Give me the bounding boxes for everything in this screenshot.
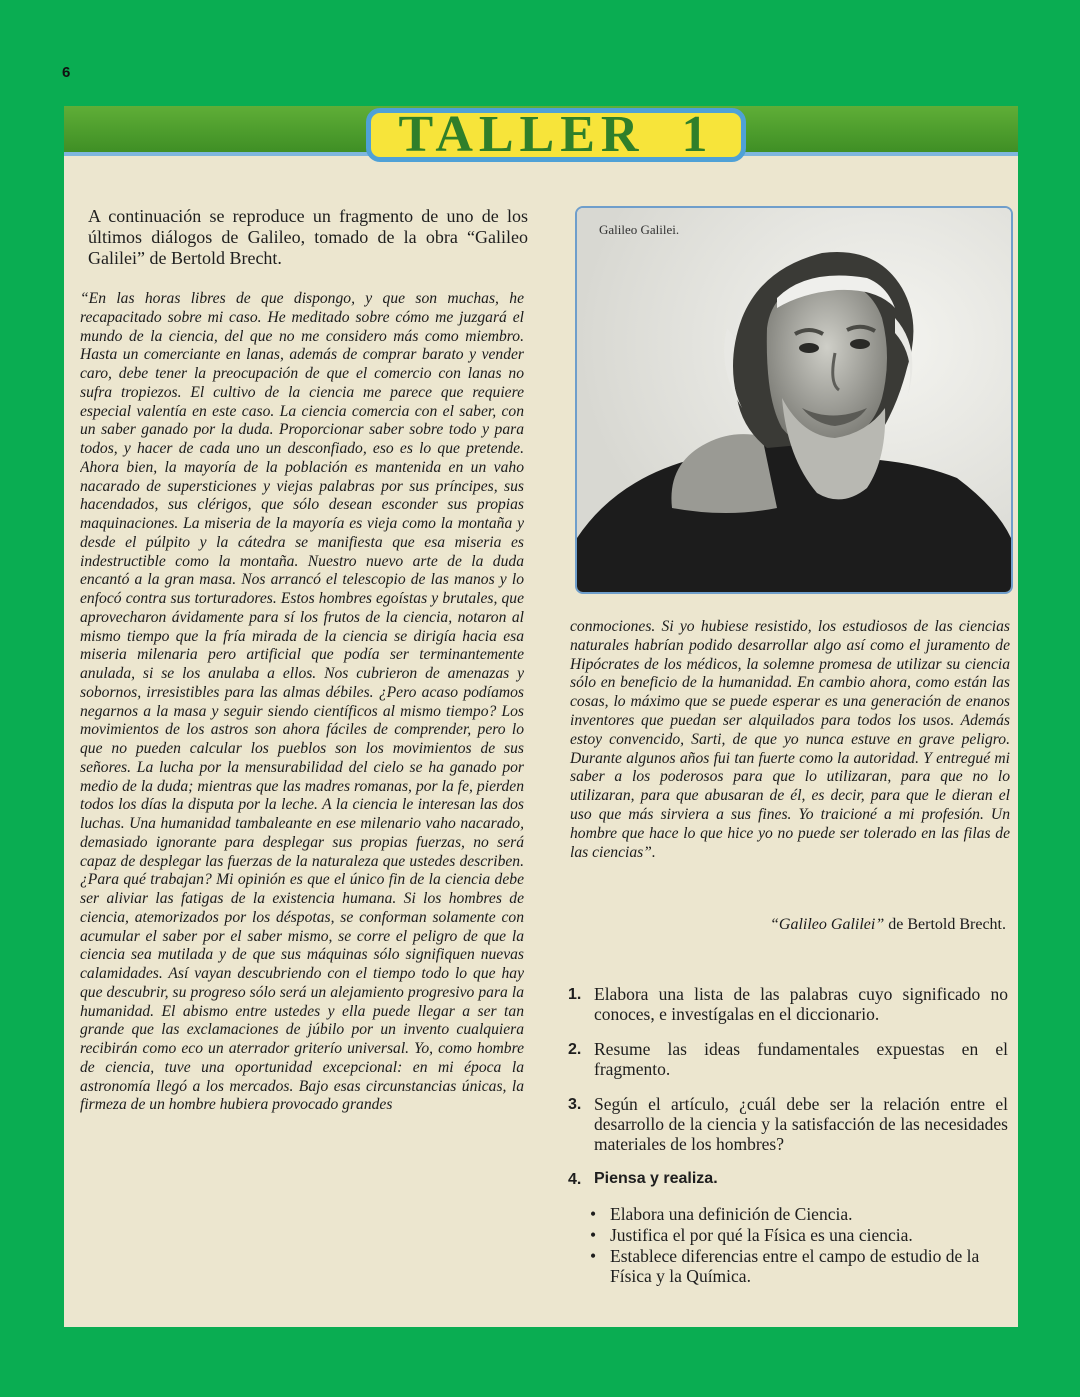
- intro-paragraph: A continuación se reproduce un fragmento de uno de los últimos diálogos de Galileo, tomado de la obra “Galileo Galilei” de Bertold Brecht.: [88, 206, 528, 268]
- question-item: [568, 1039, 1008, 1079]
- question-text: Elabora una lista de las palabras cuyo significado no conoces, e investígalas en el diccionario.: [594, 984, 1008, 1024]
- question-number: 2.: [568, 1041, 582, 1058]
- task-bullet: • Justifica el por qué la Física es una ciencia.: [590, 1225, 1008, 1245]
- question-text: Según el artículo, ¿cuál debe ser la relación entre el desarrollo de la ciencia y la satisfacción de las necesidades materiales de los hombres?: [594, 1094, 1008, 1154]
- worksheet-page: [64, 106, 1018, 1327]
- question-text: Resume las ideas fundamentales expuestas en el fragmento.: [594, 1039, 1008, 1079]
- title-badge: [366, 108, 746, 162]
- questions-list: [568, 984, 1008, 1301]
- question-number: 3.: [568, 1096, 582, 1113]
- page-title: TALLER 1: [398, 106, 714, 163]
- question-text: Piensa y realiza.: [594, 1170, 718, 1187]
- portrait-caption: Galileo Galilei.: [599, 222, 680, 237]
- task-bullet: • Elabora una definición de Ciencia.: [590, 1204, 1008, 1224]
- page-number: 6: [62, 64, 71, 81]
- question-item: [568, 1169, 1008, 1286]
- quote-text-left: “En las horas libres de que dispongo, y que son muchas, he recapacitado sobre mi caso. He meditado sobre cómo me juzgará el mundo de la ciencia, del que no me considero más como miembro. Hasta un comerciante en lanas, además de comprar barato y vender caro, debe tener la preocupación de que el comercio con lanas no sufra tropiezos. El cultivo de la ciencia me parece que requiere especial valentía en este caso. La ciencia comercia con el saber, con un saber ganado por la duda. Proporcionar saber sobre todo y para todos, y hacer de cada uno un desconfiado, eso es lo que pretende. Ahora bien, la mayoría de la población es mantenida en un vaho nacarado de supersticiones y viejas palabras por sus príncipes, sus hacendados, sus clérigos, que sólo desean esconder sus propias maquinaciones. La miseria de la mayoría es vieja como la montaña y desde el púlpito y la cátedra se manifiesta que esa miseria es indestructible como la montaña. Nuestro nuevo arte de la duda encantó a la gran masa. Nos arrancó el telescopio de las manos y lo enfocó contra sus torturadores. Estos hombres egoístas y brutales, que aprovecharon ávidamente para sí los frutos de la ciencia, notaron al mismo tiempo que la fría mirada de la ciencia se dirigía hacia esa miseria milenaria pero artificial que podía ser terminantemente anulada, si se los anulaba a ellos. Nos cubrieron de amenazas y sobornos, irresistibles para las almas débiles. ¿Pero acaso podíamos negarnos a la masa y seguir siendo científicos al mismo tiempo? Los movimientos de los astros son ahora fáciles de comprender, pero lo que no pueden calcular los pueblos son los movimientos de sus señores. La lucha por la mensurabilidad del cielo se ha ganado por medio de la duda; mientras que las madres romanas, por la fe, pierden todos los días la disputa por la leche. A la ciencia le interesan las dos luchas. Una humanidad tambaleante en ese milenario vaho nacarado, demasiado ignorante para desplegar sus propias fuerzas, no será capaz de desplegar las fuerzas de la naturaleza que ustedes describen. ¿Para qué trabajan? Mi opinión es que el único fin de la ciencia debe ser aliviar las fatigas de la existencia humana. Si los hombres de ciencia, atemorizados por los déspotas, se conforman solamente con acumular el saber por el saber mismo, se corre el peligro de que la ciencia sea mutilada y de que sus máquinas sólo signifiquen nuevas calamidades. Así vayan descubriendo con el tiempo todo lo que hay que descubrir, su progreso sólo será un alejamiento progresivo para la humanidad. El abismo entre ustedes y ella puede llegar a ser tan grande que las exclamaciones de júbilo por un invento cualquiera recibirán como eco un aterrador griterío universal. Yo, como hombre de ciencia, tuve una oportunidad excepcional: en mi época la astronomía llegó a los mercados. Bajo esas circunstancias únicas, la firmeza de un hombre hubiera provocado grandes: [80, 290, 524, 1114]
- question-number: 4.: [568, 1171, 582, 1188]
- portrait-illustration: [577, 208, 1011, 592]
- question-number: 1.: [568, 986, 582, 1003]
- task-bullet: • Establece diferencias entre el campo de estudio de la Física y la Química.: [590, 1246, 1008, 1286]
- quote-attribution: [584, 916, 1006, 934]
- quote-text-right: conmociones. Si yo hubiese resistido, los estudiosos de las ciencias naturales habrían podido desarrollar algo así como el juramento de Hipócrates de los médicos, la solemne promesa de utilizar su ciencia sólo en beneficio de la humanidad. En cambio ahora, como están las cosas, lo máximo que se puede esperar es una generación de enanos inventores que puedan ser alquilados para todos los usos. Además estoy convencido, Sarti, de que yo nunca estuve en grave peligro. Durante algunos años fui tan fuerte como la autoridad. Y entregué mi saber a los poderosos para que lo utilizaran, para que no lo utilizaran, para que abusaran de él, es decir, para que le dieran el uso que más sirviera a sus fines. Yo traicioné a mi profesión. Un hombre que hace lo que hice yo no puede ser tolerado en las filas de las ciencias”.: [570, 618, 1010, 861]
- task-bullet-list: [568, 1204, 1008, 1286]
- question-item: [568, 984, 1008, 1024]
- attribution-author: de Bertold Brecht.: [888, 916, 1006, 933]
- attribution-work: “Galileo Galilei”: [770, 916, 885, 933]
- question-item: [568, 1094, 1008, 1154]
- galileo-portrait: [575, 206, 1013, 594]
